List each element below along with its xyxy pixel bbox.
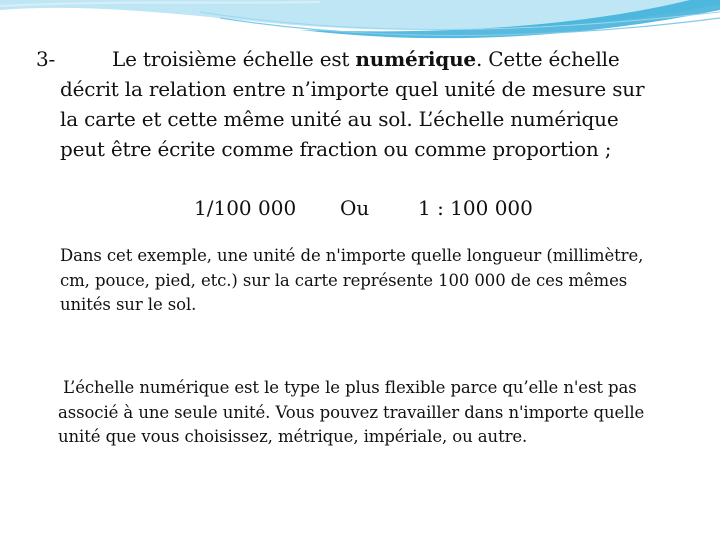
- scale-fraction: 1/100 000: [194, 196, 297, 220]
- example-line-3: unités sur le sol.: [60, 295, 197, 314]
- paragraph-line-2: décrit la relation entre n’importe quel unité de mesure sur: [60, 77, 645, 101]
- scale-notation-row: [0, 196, 720, 226]
- flexibility-paragraph: [58, 376, 688, 450]
- section-number: 3-: [36, 47, 56, 71]
- paragraph-line-3: la carte et cette même unité au sol. L’échelle numérique: [60, 107, 619, 131]
- flex-line-1: L’échelle numérique est le type le plus flexible parce qu’elle n'est pas: [58, 378, 637, 397]
- scale-or-label: Ou: [340, 196, 370, 220]
- example-paragraph: [60, 244, 690, 318]
- example-line-2: cm, pouce, pied, etc.) sur la carte représente 100 000 de ces mêmes: [60, 270, 628, 290]
- example-line-1: Dans cet exemple, une unité de n'importe quelle longueur (millimètre,: [60, 246, 644, 265]
- keyword-numerique: numérique: [355, 47, 476, 71]
- line1-before: Le troisième échelle est: [112, 47, 356, 71]
- numeric-scale-paragraph: [36, 44, 676, 164]
- paragraph-line-4: peut être écrite comme fraction ou comme proportion ;: [60, 137, 612, 161]
- flex-line-2: associé à une seule unité. Vous pouvez travailler dans n'importe quelle: [58, 402, 645, 422]
- paragraph-first-line: [36, 44, 676, 74]
- line1-after: . Cette échelle: [475, 47, 620, 71]
- scale-ratio: 1 : 100 000: [418, 196, 533, 220]
- flex-line-3: unité que vous choisissez, métrique, impériale, ou autre.: [58, 427, 528, 446]
